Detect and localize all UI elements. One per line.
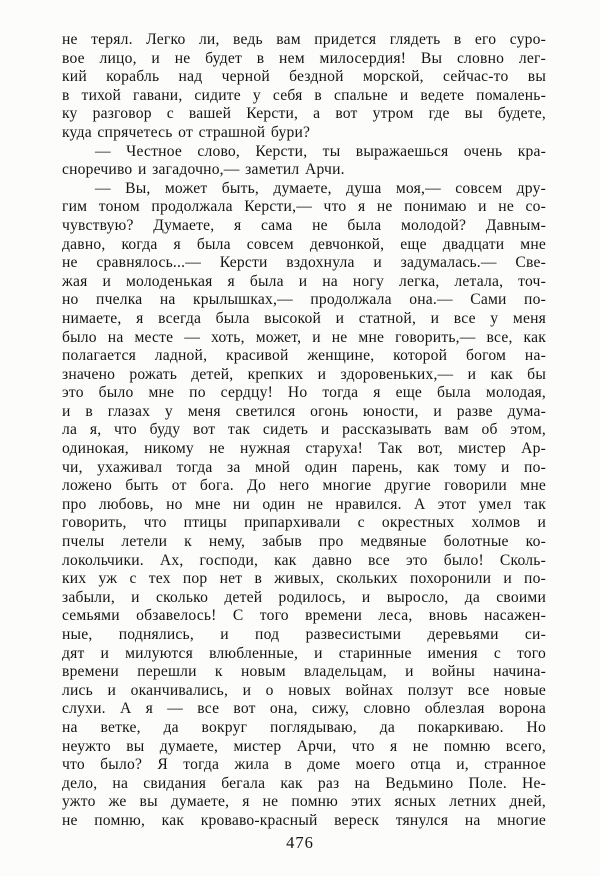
text-line: времени перешли к новым владельцам, и войны начина- — [62, 663, 546, 681]
text-line: неужто вы думаете, мистер Арчи, что я не помню всего, — [62, 737, 546, 755]
text-line: пчелы летели к нему, забыв про медвяные болотные ко- — [62, 533, 546, 551]
text-line: давно, когда я была совсем девчонкой, еще двадцати мне — [62, 235, 546, 253]
text-line: и в глазах у меня светился огонь юности, и разве дума- — [62, 402, 546, 420]
text-line: говорить, что птицы припархивали с окрестных холмов и — [62, 514, 546, 532]
text-line: гим тоном продолжала Керсти,— что я не понимаю и не со- — [62, 198, 546, 216]
text-line: на ветке, да вокруг поглядываю, да покаркиваю. Но — [62, 718, 546, 736]
text-line: значено рожать детей, крепких и здоровеньких,— и как бы — [62, 365, 546, 383]
paragraph — [62, 143, 546, 180]
text-line: чувствую? Думаете, я сама не была молодой? Давным- — [62, 216, 546, 234]
page-number: 476 — [286, 833, 314, 852]
text-line: куда спрячетесь от страшной бури? — [62, 123, 311, 141]
text-line: про любовь, но мне ни один не нравился. А этот умел так — [62, 495, 546, 513]
text-line: жая и молоденькая я была и на ногу легка, летала, точ- — [62, 272, 546, 290]
text-line: лись и оканчивались, и о новых войнах ползут все новые — [62, 681, 546, 699]
text-line: одинокая, никому не нужная старуха! Так вот, мистер Ар- — [62, 440, 546, 458]
text-line: это было мне по сердцу! Но тогда я еще была молодая, — [62, 384, 546, 402]
text-line: полагается ладной, красивой женщине, которой богом на- — [62, 347, 546, 365]
text-line: в тихой гавани, сидите у себя в спальне и ведете помалень- — [62, 86, 546, 104]
page-text — [62, 31, 546, 831]
text-line: ные, поднялись, и под развесистыми деревьями си- — [62, 626, 546, 643]
text-line: дят и милуются влюбленные, и старинные имения с того — [62, 644, 546, 662]
text-line: не сравнялось...— Керсти вздохнула и задумалась.— Све- — [62, 254, 546, 272]
paragraph — [62, 180, 546, 831]
text-line: было на месте — хоть, может, и не мне говорить,— все, как — [62, 328, 546, 346]
text-line: сноречиво и загадочно,— заметил Арчи. — [62, 161, 345, 179]
text-line: слухи. А я — все вот она, сижу, словно облезлая ворона — [62, 700, 546, 718]
text-line: чи, ухаживал тогда за мной один парень, как тому и по- — [62, 458, 546, 476]
text-line: — Вы, может быть, думаете, душа моя,— совсем дру- — [95, 179, 546, 197]
text-line: не помню, как кроваво-красный вереск тянулся на многие — [62, 811, 546, 829]
text-line: ла я, что буду вот так сидеть и рассказывать вам об этом, — [62, 421, 546, 439]
text-line: забыли, и сколько детей родилось, и выросло, да своими — [62, 588, 546, 606]
text-line: вое лицо, и не будет в нем милосердия! Вы словно лег- — [62, 49, 546, 67]
text-line: нимаете, я всегда была высокой и статной, и все у меня — [62, 309, 546, 327]
text-line: что было? Я тогда жила в доме моего отца и, странное — [62, 756, 546, 774]
text-line: — Честное слово, Керсти, ты выражаешься очень кра- — [95, 142, 546, 160]
text-line: ку разговор с вашей Керсти, а вот утром где вы будете, — [62, 105, 546, 123]
text-line: семьями обзавелось! С того времени леса, вновь насажен- — [62, 607, 546, 625]
text-line: кий корабль над черной бездной морской, сейчас-то вы — [62, 68, 546, 86]
paragraph — [62, 31, 546, 143]
text-line: но пчелка на крылышках,— продолжала она.— Сами по- — [62, 291, 546, 309]
text-line: локольчики. Ах, господи, как давно все это было! Сколь- — [62, 551, 546, 569]
text-line: ких уж с тех пор нет в живых, скольких похоронили и по- — [62, 570, 546, 588]
text-line: ужто же вы думаете, я не помню этих ясных летних дней, — [62, 793, 546, 811]
text-line: ложено быть от бога. До него многие другие говорили мне — [62, 477, 546, 495]
text-line: дело, на свидания бегала как раз на Ведьмино Поле. Не- — [62, 774, 546, 792]
text-line: не терял. Легко ли, ведь вам придется глядеть в его суро- — [62, 31, 546, 48]
